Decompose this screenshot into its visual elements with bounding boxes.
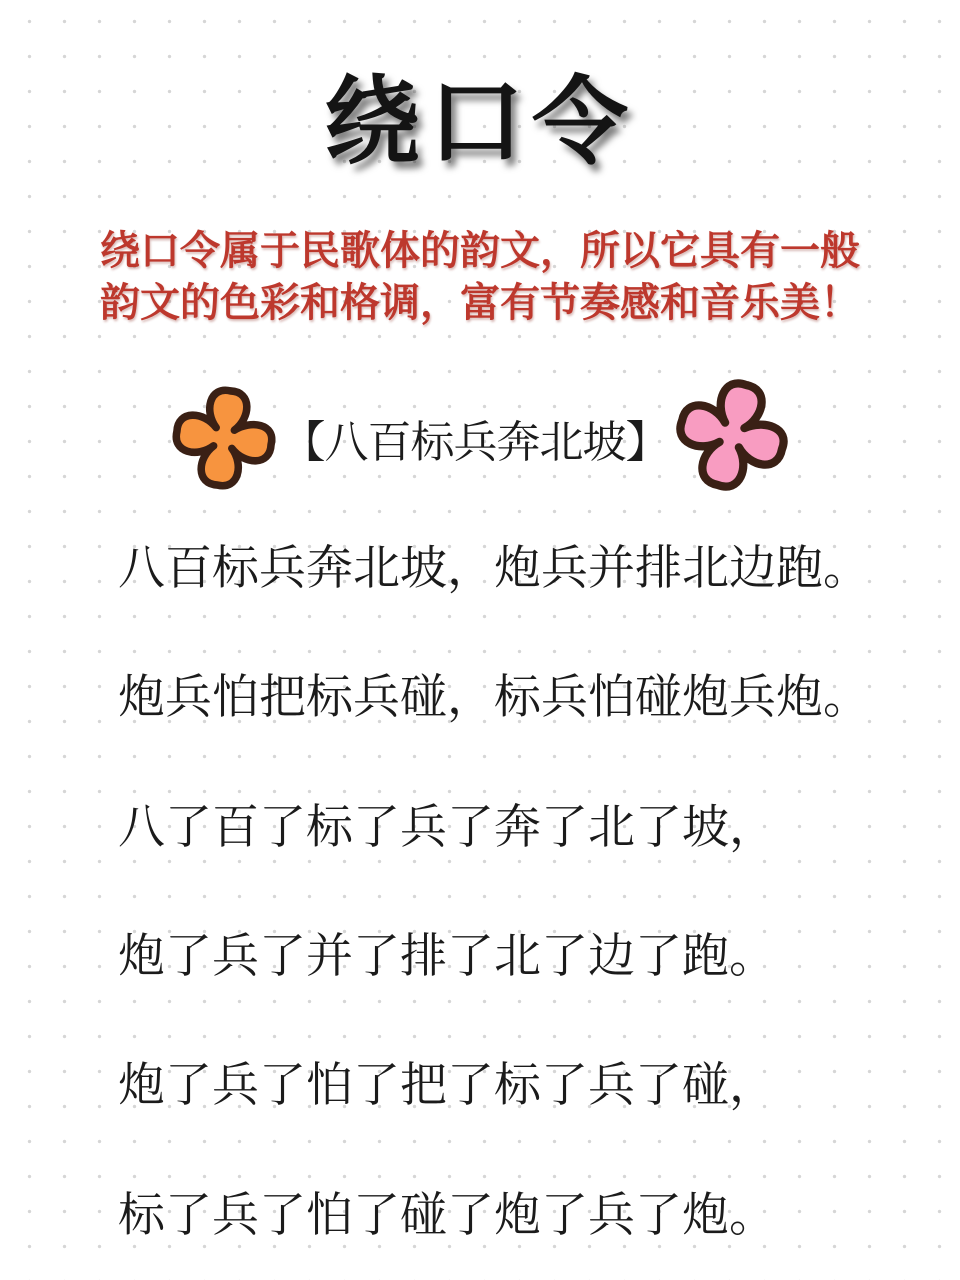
intro-text bbox=[0, 225, 960, 329]
orange-flower-icon bbox=[162, 375, 285, 501]
section-title: 【八百标兵奔北坡】 bbox=[281, 418, 669, 467]
intro-line-1: 绕口令属于民歌体的韵文，所以它具有一般 bbox=[100, 229, 860, 273]
verse-list bbox=[0, 543, 960, 1239]
pink-flower-icon bbox=[658, 361, 805, 509]
page-title: 绕口令 bbox=[324, 69, 636, 176]
verse-line-4: 炮了兵了并了排了北了边了跑。 bbox=[118, 929, 776, 983]
verse-line-5: 炮了兵了怕了把了标了兵了碰， bbox=[118, 1058, 776, 1112]
verse-line-2: 炮兵怕把标兵碰，标兵怕碰炮兵炮。 bbox=[118, 670, 870, 724]
verse-line-6: 标了兵了怕了碰了炮了兵了炮。 bbox=[118, 1187, 776, 1241]
intro-line-2: 韵文的色彩和格调，富有节奏感和音乐美！ bbox=[100, 281, 860, 325]
verse-line-1: 八百标兵奔北坡，炮兵并排北边跑。 bbox=[118, 541, 870, 594]
section-heading-row bbox=[0, 381, 960, 495]
verse-line-3: 八了百了标了兵了奔了北了坡， bbox=[118, 799, 776, 853]
